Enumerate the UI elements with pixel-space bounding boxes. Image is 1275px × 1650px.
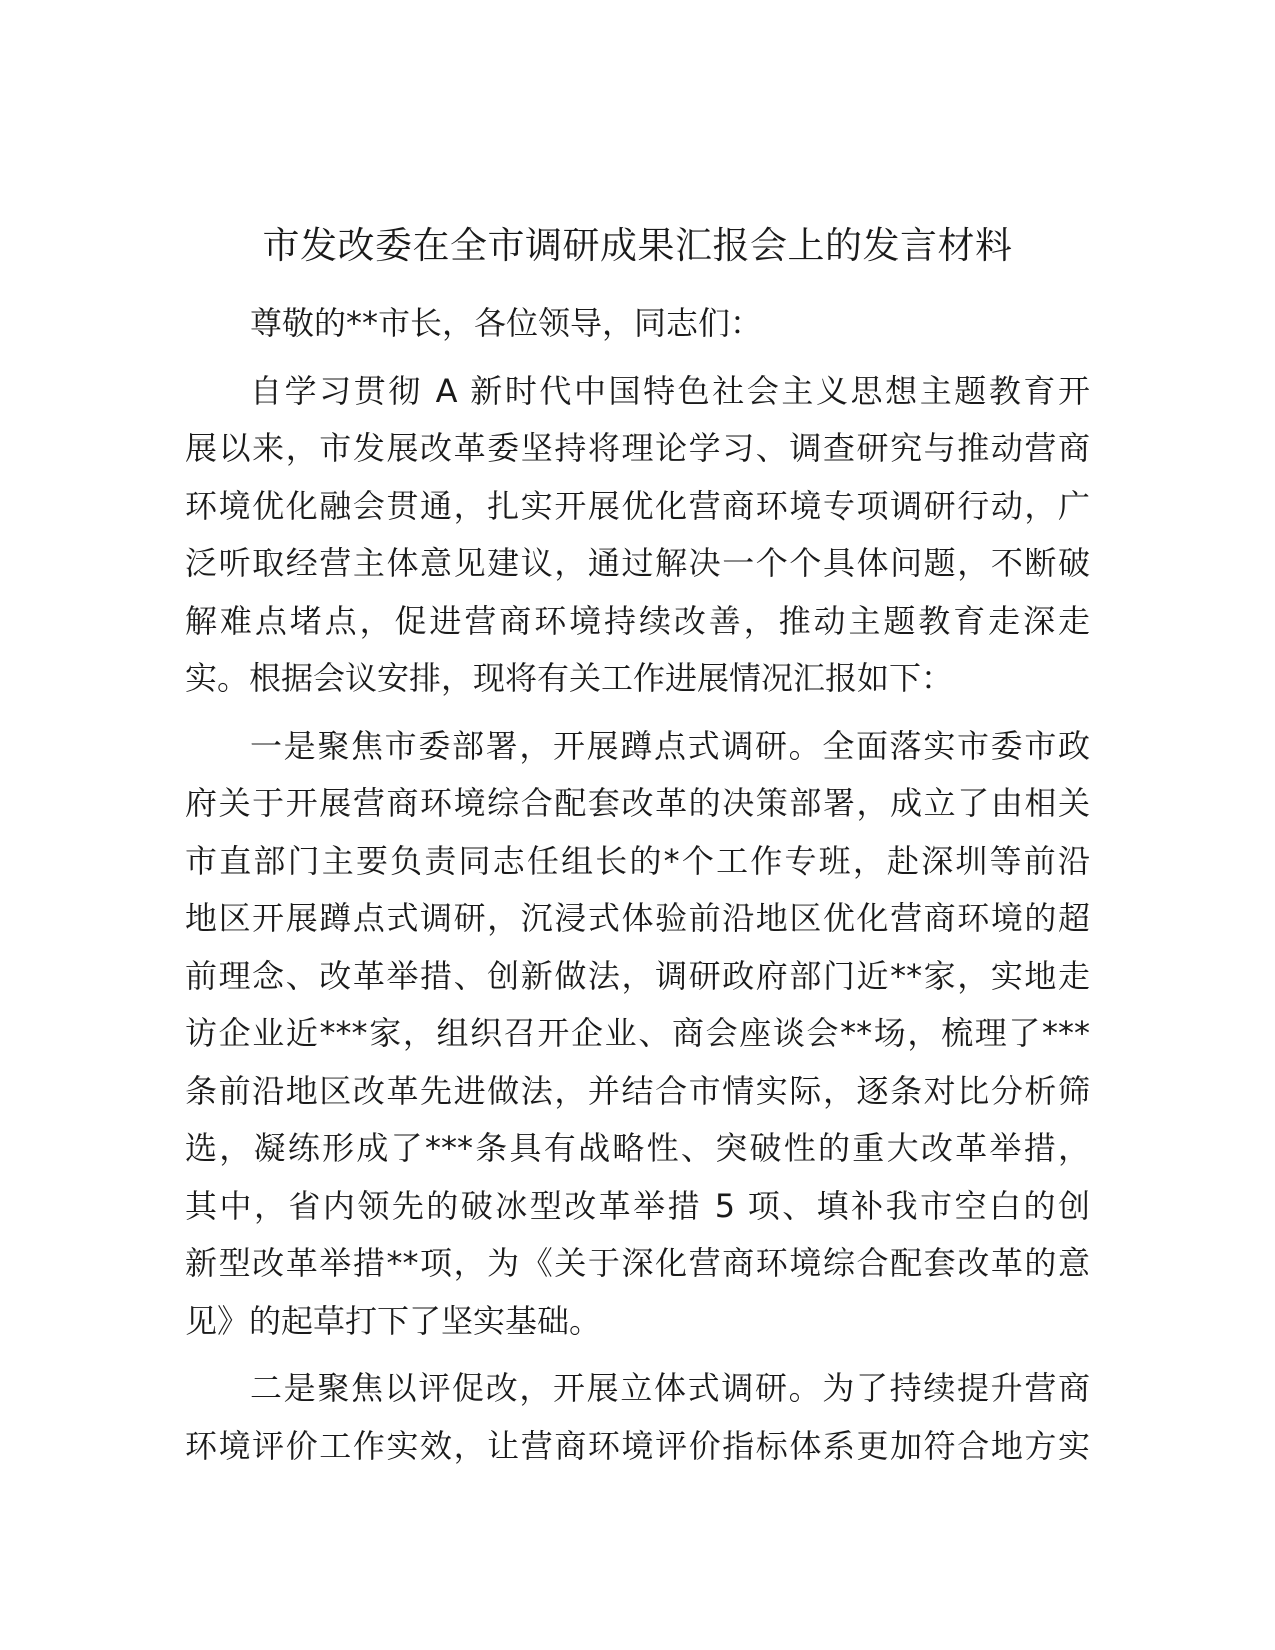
paragraph-first-point (185, 718, 1090, 1351)
paragraph-line: 二是聚焦以评促改，开展立体式调研。为了持续提升营商 (250, 1369, 1090, 1407)
paragraph-line: 解难点堵点，促进营商环境持续改善，推动主题教育走深走 (185, 601, 1090, 640)
paragraph-line: 见》的起草打下了坚实基础。 (185, 1301, 602, 1340)
paragraph-line: 自学习贯彻 A 新时代中国特色社会主义思想主题教育开 (250, 371, 1090, 410)
paragraph-line: 实。根据会议安排，现将有关工作进展情况汇报如下： (185, 659, 954, 697)
paragraph-line: 环境优化融会贯通，扎实开展优化营商环境专项调研行动，广 (185, 486, 1090, 525)
paragraph-line: 环境评价工作实效，让营商环境评价指标体系更加符合地方实 (185, 1426, 1090, 1465)
salutation: 尊敬的**市长，各位领导，同志们： (250, 304, 763, 342)
paragraph-line: 访企业近***家，组织召开企业、商会座谈会**场，梳理了*** (185, 1014, 1090, 1052)
paragraph-line: 其中，省内领先的破冰型改革举措 5 项、填补我市空白的创 (185, 1186, 1090, 1225)
paragraph-line: 条前沿地区改革先进做法，并结合市情实际，逐条对比分析筛 (185, 1071, 1090, 1110)
paragraph-line: 展以来，市发展改革委坚持将理论学习、调查研究与推动营商 (185, 429, 1090, 467)
paragraph-line: 泛听取经营主体意见建议，通过解决一个个具体问题，不断破 (185, 544, 1090, 582)
document-title: 市发改委在全市调研成果汇报会上的发言材料 (262, 224, 1013, 267)
document-body (185, 295, 1090, 1475)
paragraph-line: 一是聚焦市委部署，开展蹲点式调研。全面落实市委市政 (250, 726, 1090, 765)
paragraph-line: 地区开展蹲点式调研，沉浸式体验前沿地区优化营商环境的超 (185, 899, 1090, 937)
paragraph-second-point (185, 1360, 1090, 1475)
paragraph-line: 府关于开展营商环境综合配套改革的决策部署，成立了由相关 (185, 784, 1090, 822)
paragraph-line: 市直部门主要负责同志任组长的*个工作专班，赴深圳等前沿 (185, 841, 1090, 880)
paragraph-line: 选，凝练形成了***条具有战略性、突破性的重大改革举措， (185, 1129, 1090, 1167)
paragraph-intro (185, 363, 1090, 708)
paragraph-line: 前理念、改革举措、创新做法，调研政府部门近**家，实地走 (185, 956, 1090, 995)
paragraph-line: 新型改革举措**项，为《关于深化营商环境综合配套改革的意 (185, 1244, 1090, 1282)
